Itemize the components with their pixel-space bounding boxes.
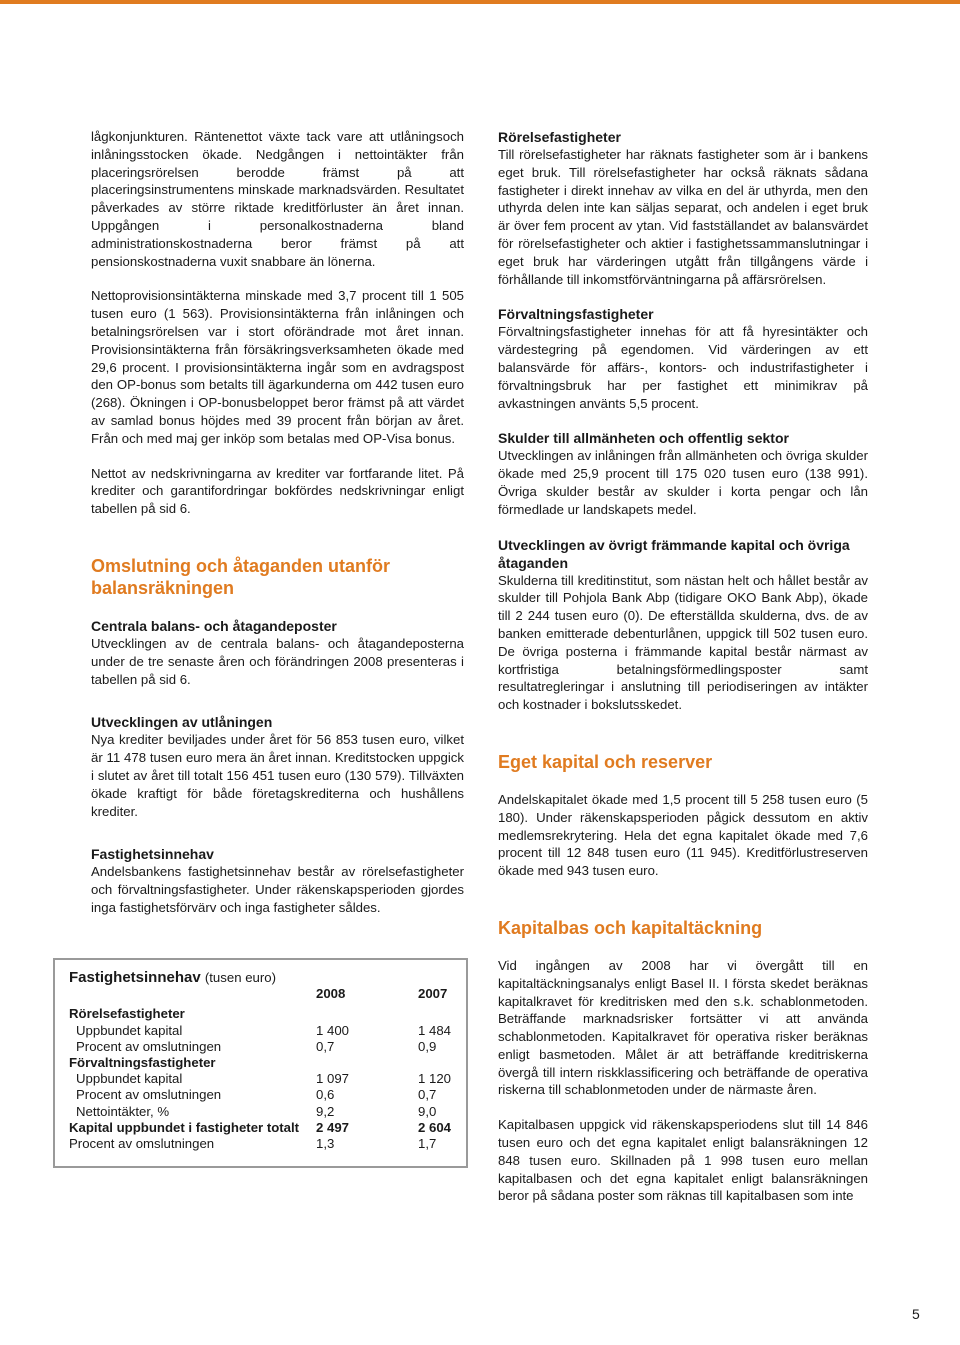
table-title (69, 970, 452, 986)
heading-rorelse: Rörelsefastigheter (498, 129, 621, 145)
section-title-capital: Kapitalbas och kapitaltäckning (498, 917, 763, 938)
value-2007: 0,7 (418, 1087, 437, 1103)
value-2007 (418, 1006, 452, 1022)
paragraph: Nettoprovisionsintäkterna minskade med 3,7 procent till 1 505 tusen euro (1 563). Provisionsintäkterna från inlåningen och betalningsrörelsen var i stort oförändrade mot året innan. Provisionsintäkterna från försäkringsverksamheten ökade med 29,6 procent. I provisionsintäkterna ingår som en avdragspost den OP-bonus som betalts till ägarkunderna om 442 tusen euro (268). Ökningen i OP-bonusbeloppet beror främst på att värdet av samlad bonus höjdes med 39 procent från början av året. Från och med maj ger inköp som betalas med OP-Visa bonus. (91, 288, 464, 446)
column-header-2007: 2007 (418, 986, 448, 1002)
value-2007: 1 120 (418, 1071, 452, 1087)
row-label: Nettointäkter, % (76, 1103, 170, 1119)
heading-lending: Utvecklingen av utlåningen (91, 714, 273, 731)
row-label: Kapital uppbundet i fastigheter totalt (69, 1119, 300, 1135)
row-label: Procent av omslutningen (69, 1136, 215, 1152)
heading-framm: Utvecklingen av övrigt främmande kapital och övriga åtaganden (498, 536, 850, 571)
paragraph: Till rörelsefastigheter har räknats fastigheter som är i bankens eget bruk. Till rörelsefastigheter har också räknats sådana fastigheter i direkt innehav av vilka en del är uthyrda, men den uthyrda delen inte kan säljas separat, och andelen i eget bruk är över fem procent av ytan. Vid fastställandet av balansvärdet för rörelsefastigheter och aktier i fastighetssammanslutningar i eget bruk har värderingen utgått från tillgångens värde i förhållande till inkomstförväntningarna på affärsrörelsen. (498, 147, 868, 287)
table-row (69, 1055, 452, 1071)
left-column (91, 128, 464, 934)
row-label: Förvaltningsfastigheter (69, 1055, 216, 1071)
paragraph: Utvecklingen av inlåningen från allmänheten och övriga skulder ökade med 25,9 procent till 175 020 tusen euro (138 991). Övriga skulder består av skulder i korta pengar och lån förmedlade ur landskapets medel. (498, 448, 868, 517)
section-title-equity: Eget kapital och reserver (498, 751, 713, 772)
paragraph: Andelskapitalet ökade med 1,5 procent till 5 258 tusen euro (5 180). Under räkenskapsperioden pågick dessutom en aktiv medlemsrekrytering. Hela det egna kapitalet ökade med 7,6 procent till 12 848 tusen euro (11 945). Kreditförlustreserven ökade med 943 tusen euro. (498, 791, 868, 879)
value-2008: 1 400 (316, 1022, 350, 1038)
paragraph: Skulderna till kreditinstitut, som nästan helt och hållet består av skulder till Pohjola Bank Abp (tidigare OKO Bank Abp), ökade till 2 244 tusen euro (0). De efterställda skulderna, dvs. de av banken emitterade debenturlånen, uppgick till 502 tusen euro. De övriga posterna i främmande kapital består närmast av kortfristiga betalningsförmedlingsposter samt resultatregleringar i anslutning till periodiseringen av intäkter och kostnader i bokslutsskedet. (498, 572, 868, 713)
table-row (69, 1104, 452, 1120)
row-label: Procent av omslutningen (76, 1038, 222, 1054)
value-2008: 1,3 (316, 1136, 335, 1152)
value-2008: 0,7 (316, 1038, 335, 1054)
value-2008 (316, 1055, 418, 1071)
value-2008 (316, 1006, 418, 1022)
row-label: Rörelsefastigheter (69, 1006, 185, 1022)
right-column (498, 128, 868, 1222)
value-2008: 9,2 (316, 1103, 335, 1119)
paragraph: Förvaltningsfastigheter innehas för att få hyresintäkter och värdestegring på egendomen. Vid värderingen av ett balansvärde för affärs-, kontors- och industrifastigheter i förvaltningsbruk har per fastighet ett minimikrav på avkastningen använts 5,5 procent. (498, 324, 868, 411)
table-row (69, 1006, 452, 1022)
paragraph: Nettot av nedskrivningarna av krediter var fortfarande litet. På krediter och garantifordringar bokfördes nedskrivningar enligt tabellen på sid 6. (91, 465, 464, 517)
row-label: Uppbundet kapital (76, 1022, 183, 1038)
table-row (69, 1071, 452, 1087)
value-2007: 0,9 (418, 1038, 437, 1054)
table-header-row (69, 986, 452, 1006)
value-2007: 9,0 (418, 1103, 437, 1119)
paragraph: Utvecklingen av de centrala balans- och åtagandeposterna under de tre senaste åren och förändringen 2008 presenteras i tabellen på sid 6. (91, 635, 464, 687)
page-number: 5 (912, 1306, 920, 1322)
heading-property: Fastighetsinnehav (91, 846, 214, 863)
value-2008: 2 497 (316, 1119, 350, 1135)
value-2008: 0,6 (316, 1087, 335, 1103)
property-table (69, 986, 452, 1152)
table-unit: (tusen euro) (204, 970, 276, 985)
value-2007: 1 484 (418, 1022, 452, 1038)
table-title-text: Fastighetsinnehav (69, 969, 201, 986)
value-2007: 1,7 (418, 1136, 437, 1152)
paragraph: Vid ingången av 2008 har vi övergått till en kapitaltäckningsanalys enligt Basel II. I första skedet beräknas kapitalkravet för kreditrisken med den s.k. schablonmetoden. Beträffande marknadsrisker fortsätter vi att använda schablonmetoden. Kapitalkravet för operativa risker beräknas enligt basmetoden. Målet är att beträffande kreditriskerna övergå till intern riskklassificering och beträffande de operativa riskerna till schablonmetoden under de närmaste åren. (498, 957, 868, 1098)
column-header-2008: 2008 (316, 986, 346, 1002)
section-title-omslutning: Omslutning och åtaganden utanför balansräkningen (91, 555, 391, 598)
table-row (69, 1120, 452, 1136)
paragraph: Nya krediter beviljades under året för 56 853 tusen euro, vilket är 11 478 tusen euro mera än året innan. Kreditstocken uppgick i slutet av året till totalt 156 451 tusen euro (130 579). Tillväxten ökade kraftigt för både företagskrediterna och hushållens krediter. (91, 732, 464, 819)
table-row (69, 1087, 452, 1103)
heading-forvalt: Förvaltningsfastigheter (498, 306, 654, 323)
top-accent-bar (0, 0, 960, 4)
value-2007 (418, 1055, 452, 1071)
value-2007: 2 604 (418, 1119, 452, 1135)
heading-central: Centrala balans- och åtagandeposter (91, 617, 337, 634)
heading-skulder: Skulder till allmänheten och offentlig sektor (498, 430, 789, 447)
table-row (69, 1136, 452, 1152)
table-row (69, 1039, 452, 1055)
paragraph: Kapitalbasen uppgick vid räkenskapsperiodens slut till 14 846 tusen euro och det egna kapitalet enligt balansräkningen 12 848 tusen euro. Skillnaden på 1 998 tusen euro mellan kapitalbasen och det egna kapitalet enligt balansräkningen beror på sådana poster som räknas till kapitalbasen som inte (498, 1117, 868, 1204)
row-label: Uppbundet kapital (76, 1071, 183, 1087)
paragraph: Andelsbankens fastighetsinnehav består av rörelsefastigheter och förvaltningsfastigheter. Under räkenskapsperioden gjordes inga fastighetsförvärv och inga fastigheter såldes. (91, 864, 464, 915)
row-label: Procent av omslutningen (76, 1087, 222, 1103)
table-row (69, 1023, 452, 1039)
property-table-box (53, 958, 468, 1168)
paragraph: lågkonjunkturen. Räntenettot växte tack vare att utlåningsoch inlåningsstocken ökade. Nedgången i nettointäkter från placeringsrörelsen berodde främst på att placeringsinstrumentens minskade marknadsvärden. Resultatet påverkades av större riktade kreditförluster än året innan. Uppgången i personalkostnaderna bland administrationskostnaderna beror främst på att pensionskostnaderna vuxit snabbare än lönerna. (91, 129, 464, 269)
value-2008: 1 097 (316, 1071, 350, 1087)
